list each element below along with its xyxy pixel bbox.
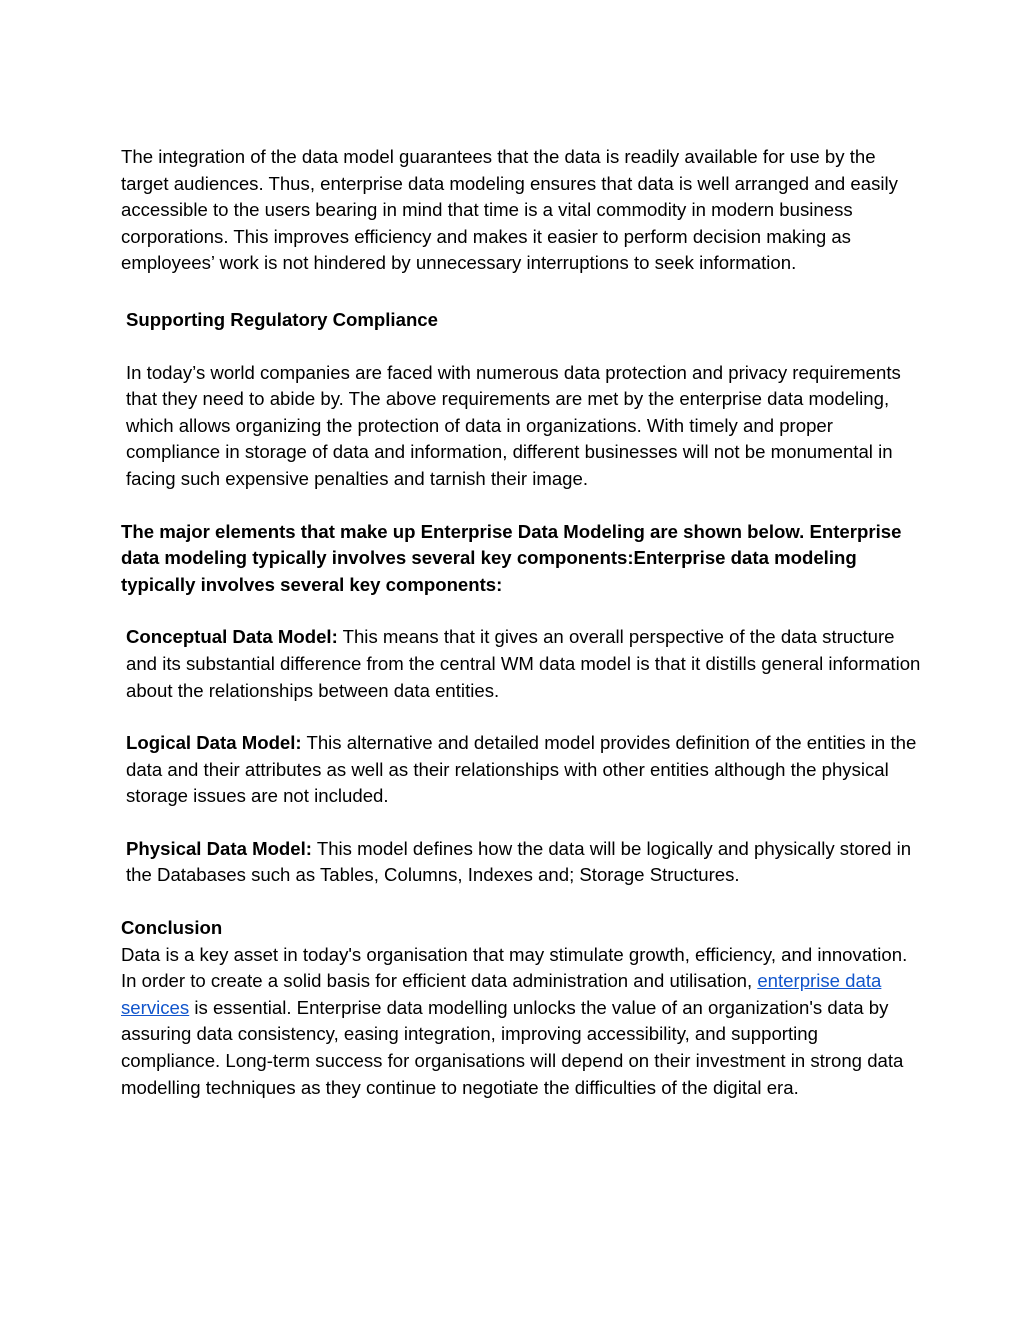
elements-heading: The major elements that make up Enterprise Data Modeling are shown below. Enterprise data modeling typically involves several key components:Enterprise data modeling typically involves several key components: xyxy=(121,520,902,595)
compliance-paragraph: In today’s world companies are faced with numerous data protection and privacy requirements that they need to abide by. The above requirements are met by the enterprise data modeling, which allows organizing the protection of data in organizations. With timely and proper compliance in storage of data and information, different businesses will not be monumental in facing such expensive penalties and tarnish their image. xyxy=(126,361,901,489)
conceptual-model-term: Conceptual Data Model: xyxy=(126,626,338,648)
logical-model-paragraph xyxy=(121,730,921,810)
physical-model-term: Physical Data Model: xyxy=(126,837,312,859)
logical-model-text: This alternative and detailed model provides definition of the entities in the data and their attributes as well as their relationships with other entities although the physical storage issues are not included. xyxy=(126,732,917,807)
intro-paragraph: The integration of the data model guarantees that the data is readily available for use by the target audiences. Thus, enterprise data modeling ensures that data is well arranged and easily accessible to the users bearing in mind that time is a vital commodity in modern business corporations. This improves efficiency and makes it easier to perform decision making as employees’ work is not hindered by unnecessary interruptions to seek information. xyxy=(121,146,898,274)
logical-model-term: Logical Data Model: xyxy=(126,732,302,754)
compliance-heading: Supporting Regulatory Compliance xyxy=(126,308,438,330)
conclusion-text-start: Data is a key asset in today's organisation that may stimulate growth, efficiency, and innovation. In order to create a solid basis for efficient data administration and utilisation, xyxy=(121,943,908,992)
enterprise-data-services-link[interactable]: enterprise data services xyxy=(121,970,882,1018)
document-page xyxy=(121,144,921,1101)
conceptual-model-paragraph xyxy=(121,624,921,704)
physical-model-text: This model defines how the data will be logically and physically stored in the Databases such as Tables, Columns, Indexes and; Storage Structures. xyxy=(126,837,912,886)
physical-model-paragraph xyxy=(121,836,921,889)
conclusion-heading: Conclusion xyxy=(121,917,223,939)
conceptual-model-text: This means that it gives an overall perspective of the data structure and its substantial difference from the central WM data model is that it distills general information about the relationships between data entities. xyxy=(126,626,921,701)
conclusion-paragraph xyxy=(121,942,921,1102)
conclusion-text-end: is essential. Enterprise data modelling unlocks the value of an organization's data by assuring data consistency, easing integration, improving accessibility, and supporting compliance. Long-term success for organisations will depend on their investment in strong data modelling techniques as they continue to negotiate the difficulties of the digital era. xyxy=(121,996,904,1098)
